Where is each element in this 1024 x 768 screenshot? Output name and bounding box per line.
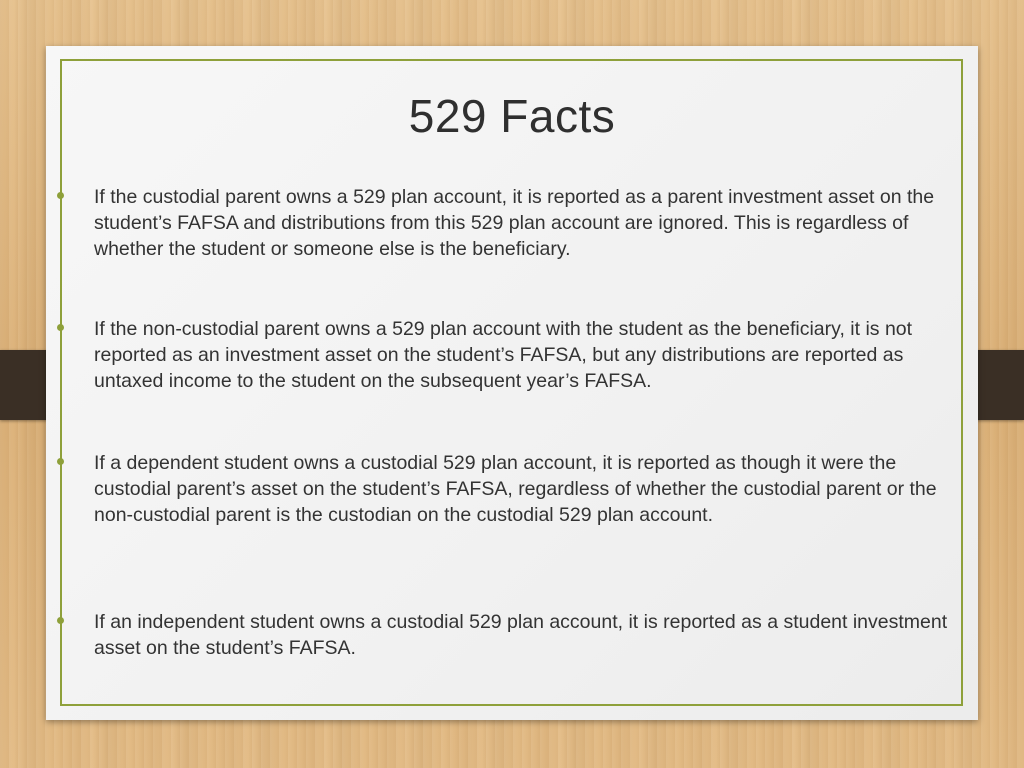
bullet-dot-icon xyxy=(57,617,64,624)
bullet-item-1: If the custodial parent owns a 529 plan account, it is reported as a parent investment asset on the student’s FAFSA and distributions from this 529 plan account are ignored. This is regardless of whether the student or someone else is the beneficiary. xyxy=(94,186,935,260)
bullet-item-3: If a dependent student owns a custodial 529 plan account, it is reported as though it were the custodial parent’s asset on the student’s FAFSA, regardless of whether the custodial parent or the non-custodial parent is the custodian on the custodial 529 plan account. xyxy=(94,452,937,526)
bullet-dot-icon xyxy=(57,458,64,465)
bullet-item-4: If an independent student owns a custodial 529 plan account, it is reported as a student investment asset on the student’s FAFSA. xyxy=(94,611,948,659)
slide-title: 529 Facts xyxy=(408,90,616,142)
bullet-dot-icon xyxy=(57,324,64,331)
slide-card xyxy=(46,46,978,720)
bullet-item-2: If the non-custodial parent owns a 529 plan account with the student as the beneficiary, it is not reported as an investment asset on the student’s FAFSA, but any distributions are reported as untaxed income to the student on the subsequent year’s FAFSA. xyxy=(94,318,913,392)
bullet-dot-icon xyxy=(57,192,64,199)
